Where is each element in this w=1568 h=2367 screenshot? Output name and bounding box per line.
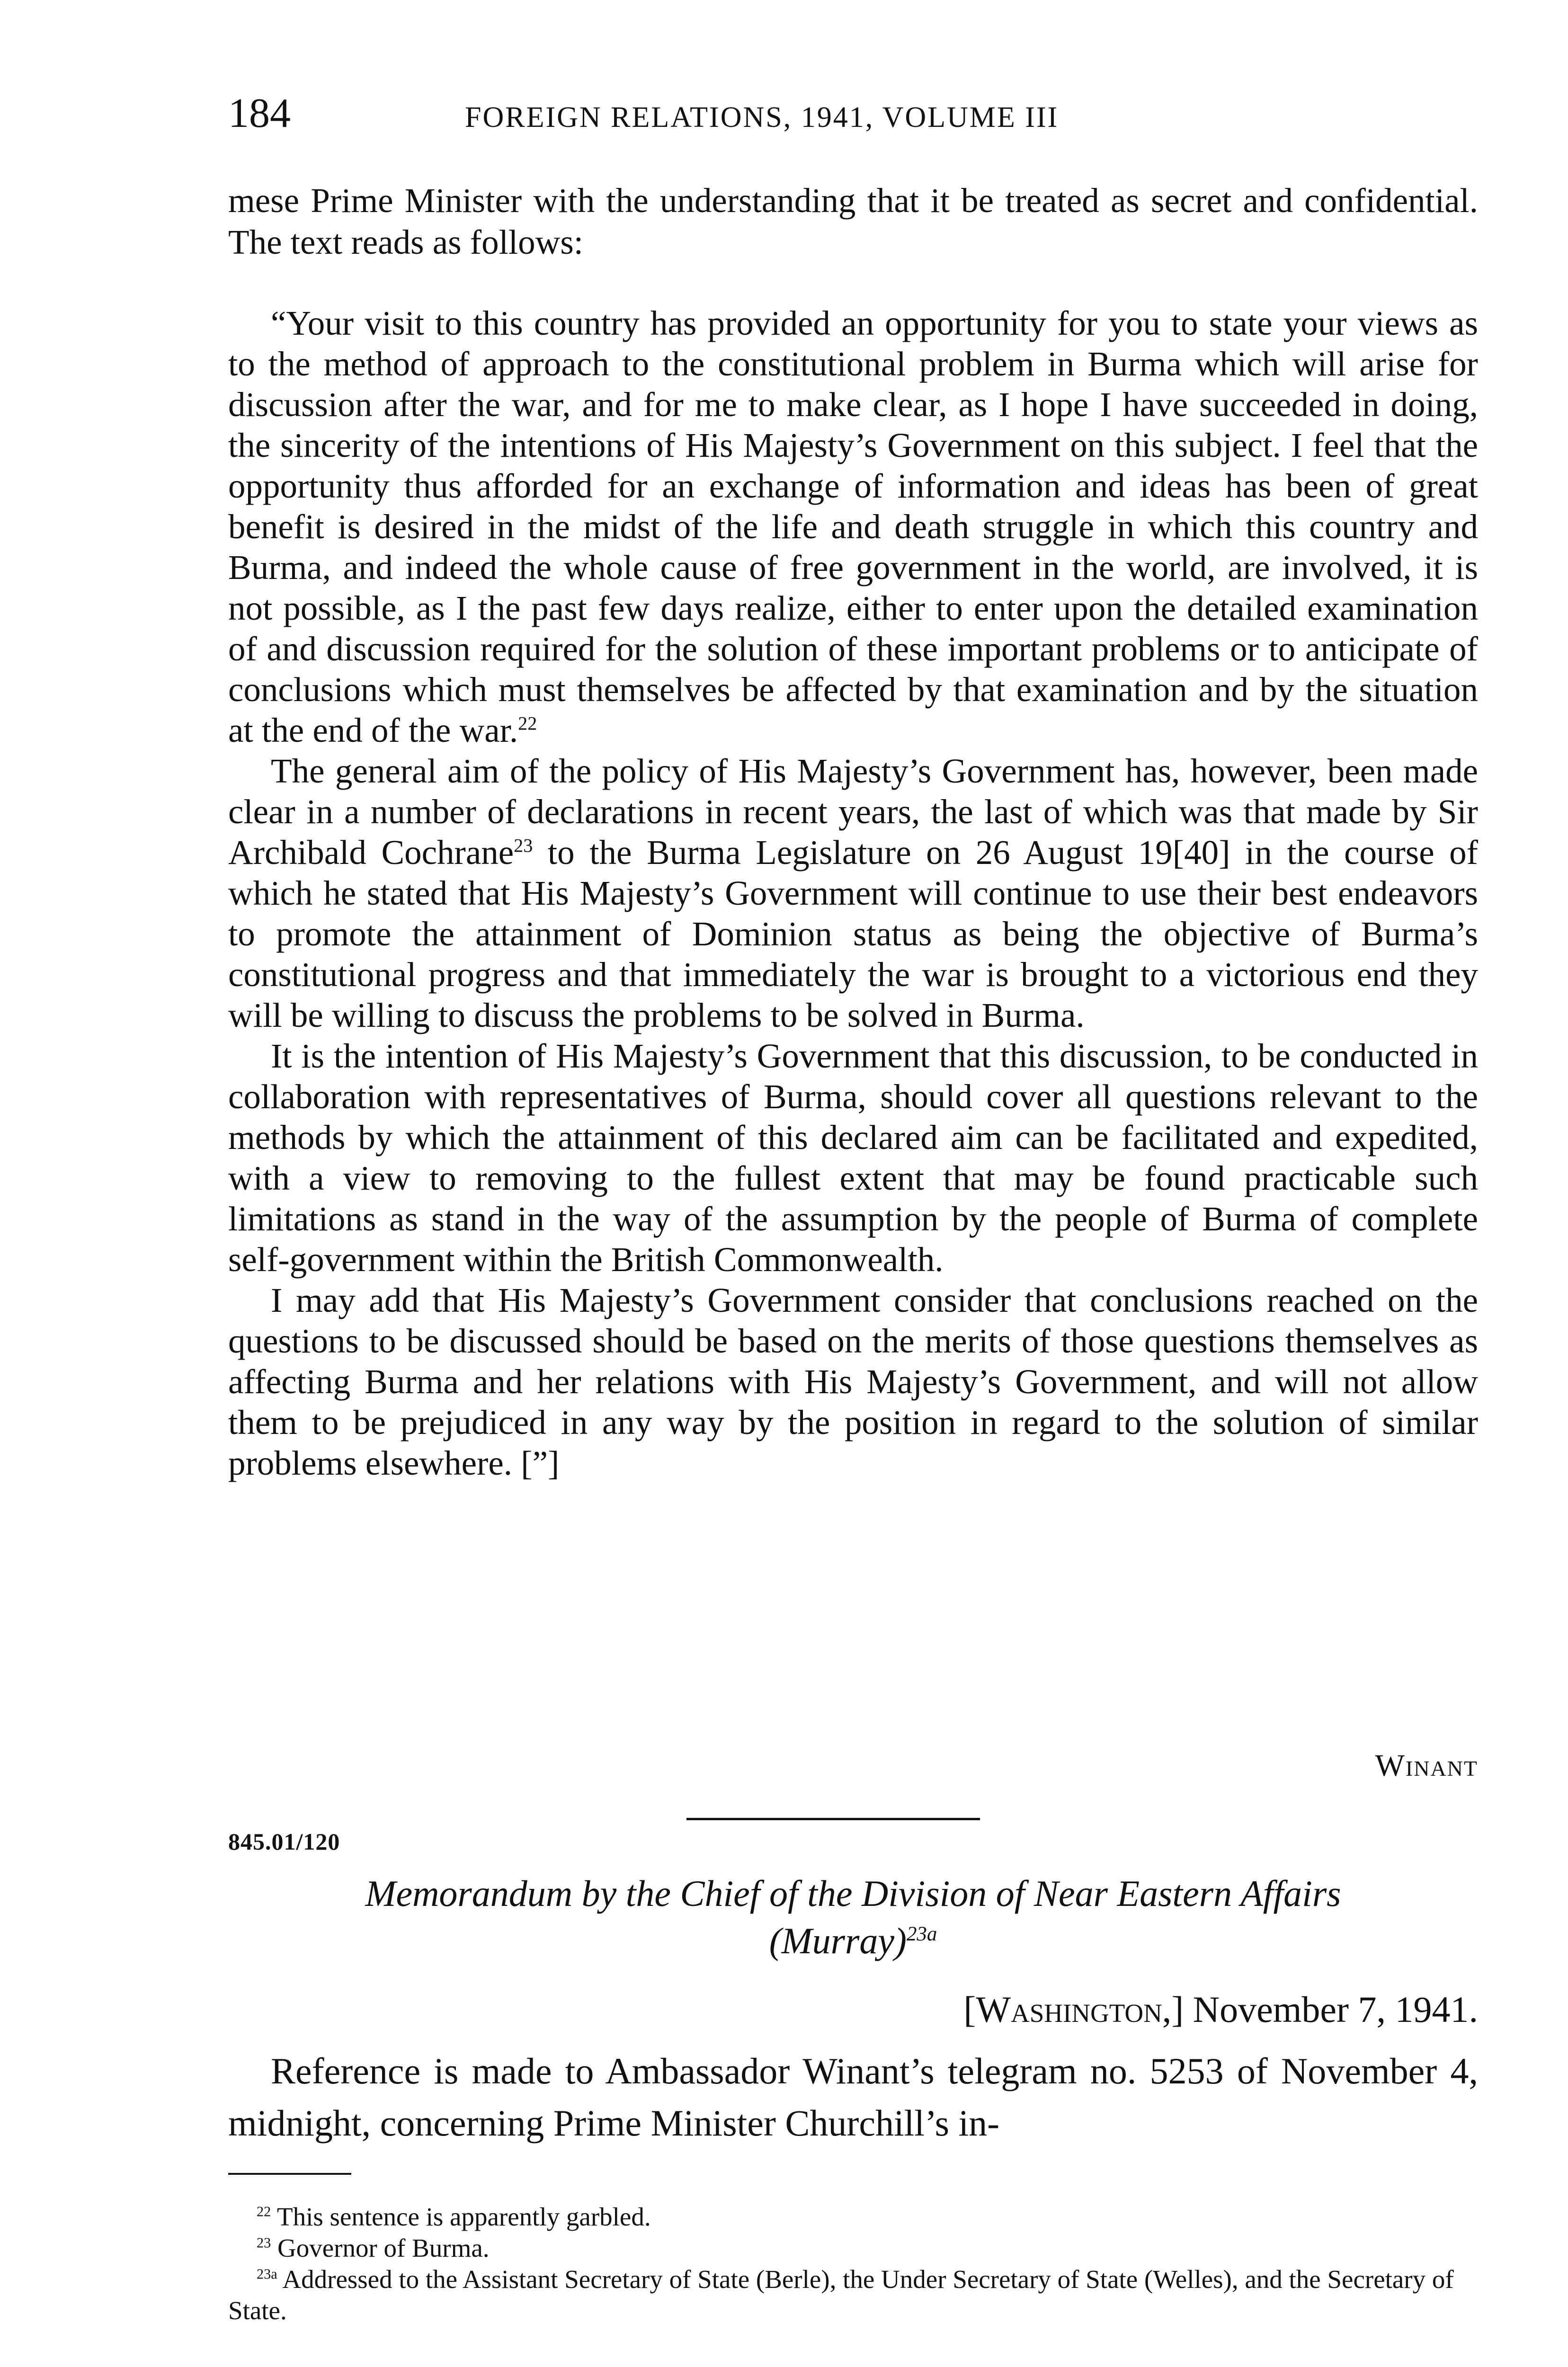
memo-body-text: Reference is made to Ambassador Winant’s telegram no. 5253 of November 4, midnight, concerning Prime Minister Churchill’s in-: [228, 2050, 1478, 2144]
footnote-ref-23: 23: [514, 835, 533, 856]
quote-paragraph-3: It is the intention of His Majesty’s Government that this discussion, to be conducted in collaboration with representatives of Burma, should cover all questions relevant to the methods by which the attainment of this declared aim can be facilitated and expedited, with a view to removing to the fullest extent that may be found practicable such limitations as stand in the way of the assumption by the people of Burma of complete self-government within the British Commonwealth.: [228, 1037, 1478, 1279]
footnote-ref-23a: 23a: [906, 1923, 937, 1945]
footnote-23a: [228, 2264, 1478, 2326]
page-number: 184: [228, 90, 291, 136]
footnote-23-text: Governor of Burma.: [277, 2234, 490, 2262]
quote-paragraph-2-text-b: to the Burma Legislature on 26 August 19[40] in the course of which he stated that His Majesty’s Government will continue to use their best endeavors to promote the attainment of Dominion status as being the objective of Burma’s constitutional progress and that immediately the war is brought to a victorious end they will be willing to discuss the problems to be solved in Burma.: [228, 833, 1478, 1034]
signature-winant: Winant: [1375, 1748, 1478, 1783]
quote-paragraph-2: [228, 751, 1478, 1036]
memo-title-author: (Murray): [769, 1920, 907, 1961]
footnotes: [228, 2201, 1478, 2326]
intro-paragraph: [228, 180, 1478, 263]
footnote-22-marker: 22: [257, 2203, 271, 2220]
footnote-rule: [228, 2173, 351, 2175]
footnote-23a-marker: 23a: [257, 2266, 277, 2282]
quote-paragraph-1: [228, 303, 1478, 751]
memo-body: [228, 2045, 1478, 2149]
section-divider: [686, 1818, 980, 1820]
footnote-22-text: This sentence is apparently garbled.: [277, 2202, 651, 2231]
memo-title-line-2: [228, 1917, 1478, 1965]
file-number: 845.01/120: [228, 1828, 340, 1855]
running-head: [228, 90, 1478, 142]
memo-dateline: [963, 1988, 1478, 2031]
dateline-date: November 7, 1941.: [1193, 1989, 1478, 2030]
footnote-23-marker: 23: [257, 2234, 271, 2251]
quote-paragraph-4: I may add that His Majesty’s Government consider that conclusions reached on the questions to be discussed should be based on the merits of those questions themselves as affecting Burma and her relations with His Majesty’s Government, and will not allow them to be prejudiced in any way by the position in regard to the solution of similar problems elsewhere. [”]: [228, 1281, 1478, 1482]
running-head-title: FOREIGN RELATIONS, 1941, VOLUME III: [465, 101, 1059, 133]
quoted-message: [228, 303, 1478, 1484]
footnote-22: [228, 2201, 1478, 2233]
dateline-place: [Washington,]: [963, 1989, 1184, 2030]
footnote-23: [228, 2233, 1478, 2264]
memo-title: [228, 1870, 1478, 1965]
quote-paragraph-1-text: “Your visit to this country has provided an opportunity for you to state your views as to the method of approach to the constitutional problem in Burma which will arise for discussion after the war, and for me to make clear, as I hope I have succeeded in doing, the sincerity of the intentions of His Majesty’s Government on this subject. I feel that the opportunity thus afforded for an exchange of information and ideas has been of great benefit is desired in the midst of the life and death struggle in which this country and Burma, and indeed the whole cause of free government in the world, are involved, it is not possible, as I the past few days realize, either to enter upon the detailed examination of and discussion required for the solution of these important problems or to anticipate of conclusions which must themselves be affected by that examination and by the situation at the end of the war.: [228, 304, 1478, 749]
quote-paragraph-2-text-a: The general aim of the policy of His Majesty’s Government has, however, been made clear in a number of declarations in recent years, the last of which was that made by Sir Archibald Cochrane: [228, 752, 1478, 872]
footnote-23a-text: Addressed to the Assistant Secretary of State (Berle), the Under Secretary of State (Welles), and the Secretary of State.: [228, 2265, 1454, 2325]
intro-text: mese Prime Minister with the understanding that it be treated as secret and confidential. The text reads as follows:: [228, 181, 1478, 261]
footnote-ref-22: 22: [518, 712, 537, 734]
memo-title-line-1: Memorandum by the Chief of the Division of Near Eastern Affairs: [365, 1873, 1341, 1914]
